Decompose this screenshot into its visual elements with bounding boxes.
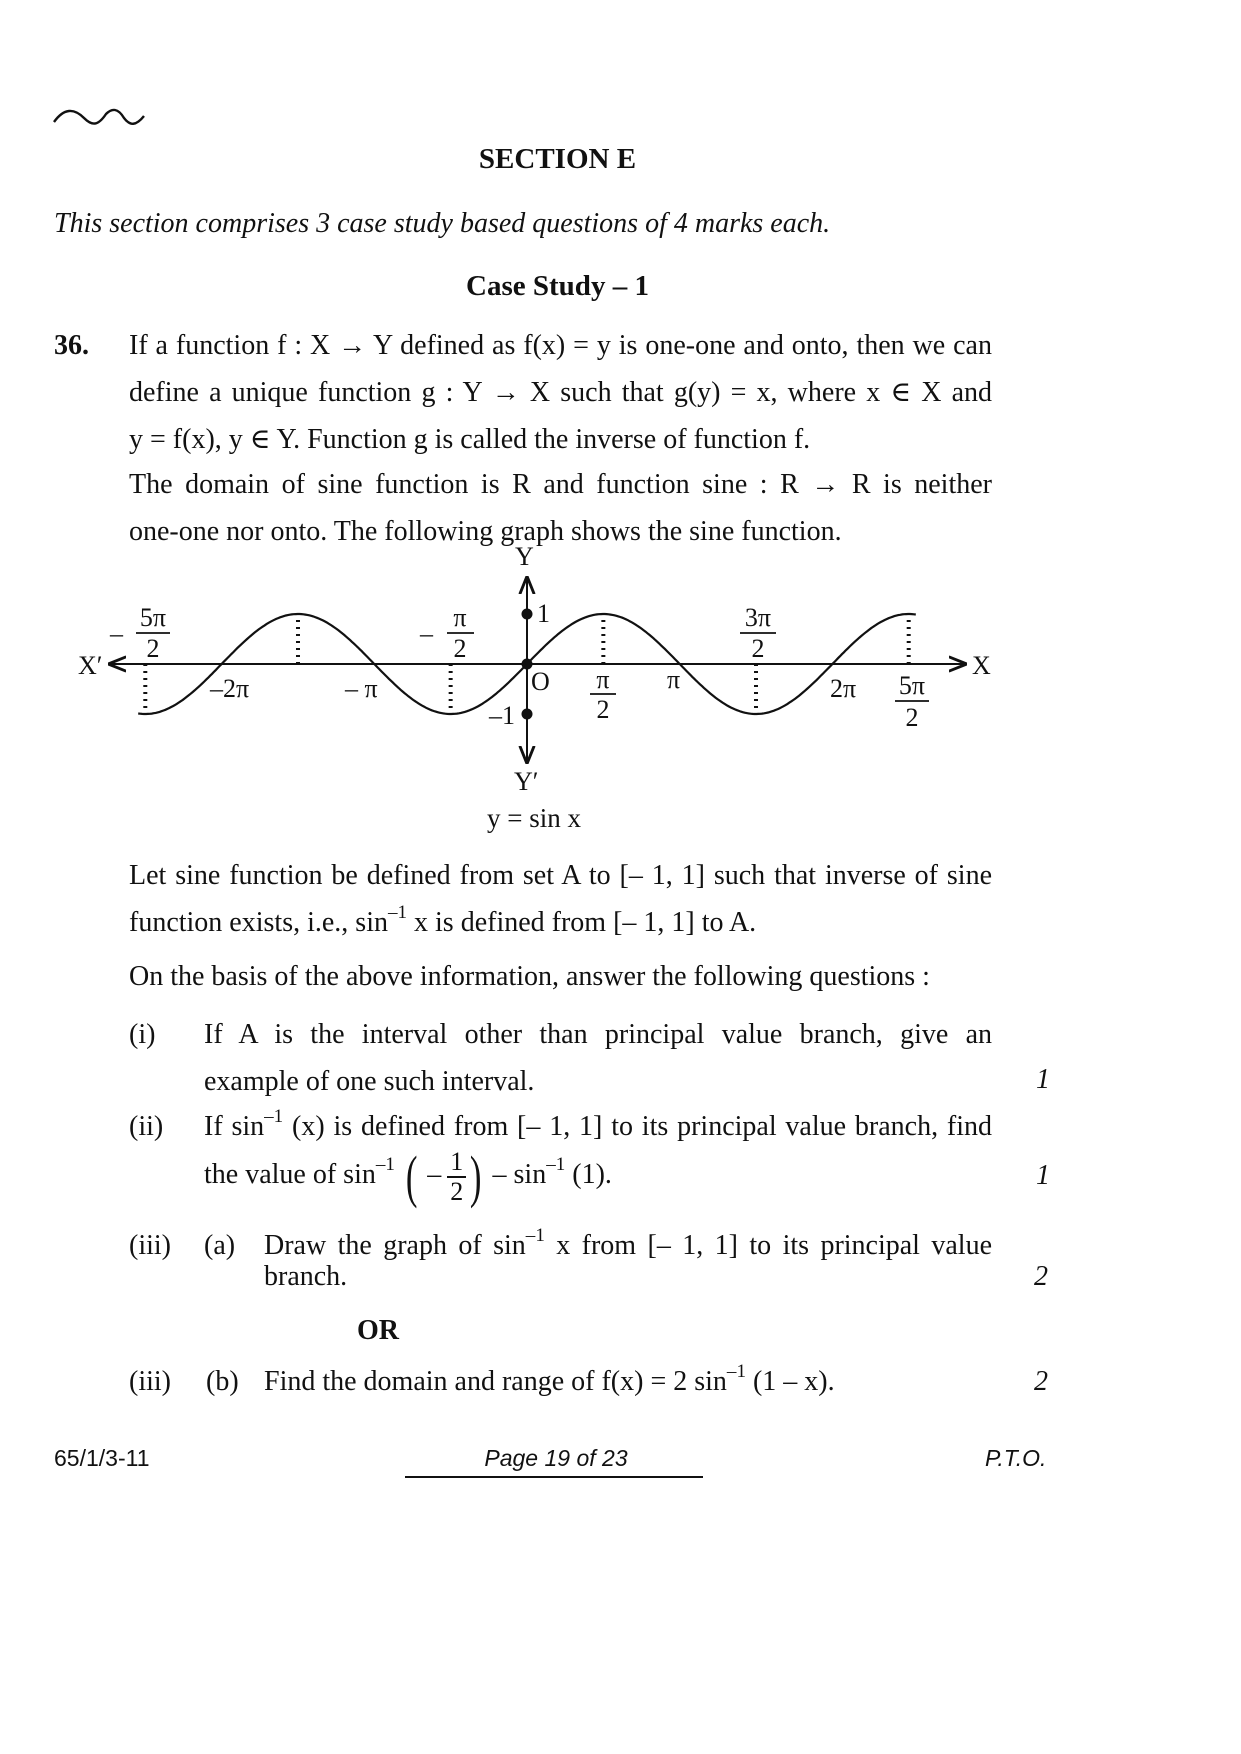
question-paragraph-4: On the basis of the above information, answer the following questions : [129, 961, 930, 992]
subq-b-label: (b) [206, 1366, 239, 1397]
tick-pi2-num: π [596, 665, 610, 694]
q-line: Let sine function be defined from set A to [– 1, 1] such that inverse of sine [129, 860, 992, 891]
marks-i: 1 [1036, 1064, 1050, 1095]
tick-neg-5pi2-num: 5π [139, 603, 167, 632]
subq-a-line1 [264, 1222, 992, 1269]
q-text: (1 – x). [752, 1366, 835, 1397]
point-one [522, 609, 533, 620]
q-text: Draw the graph of sin [264, 1230, 526, 1261]
tick-neg-5pi2-sign: – [110, 619, 123, 648]
q-text: If sin [204, 1111, 265, 1142]
tick-label-minus-1: –1 [489, 701, 515, 730]
frac-den: 2 [450, 1176, 464, 1206]
y-axis-label: Y [515, 542, 534, 571]
tick-2pi: 2π [830, 674, 857, 703]
tick-3pi2-num: 3π [744, 603, 772, 632]
q-text: x from [– 1, 1] to its principal value [556, 1230, 993, 1261]
inverse-exponent: –1 [546, 1153, 566, 1175]
q-text [264, 1224, 545, 1261]
subq-i-label: (i) [129, 1019, 156, 1050]
q-line: If a function f : X → Y defined as f(x) = y is one-one and onto, then we can [129, 330, 992, 361]
q-line: one-one nor onto. The following graph shows the sine function. [129, 516, 842, 547]
q-text: – sin [492, 1159, 547, 1190]
inverse-exponent: –1 [387, 901, 408, 923]
subq-b-text [264, 1358, 835, 1405]
tick-pi2-den: 2 [596, 695, 610, 724]
x-axis-neg-label: X′ [78, 651, 103, 680]
question-paragraph-1 [129, 322, 992, 463]
inverse-exponent: –1 [264, 1105, 284, 1127]
left-paren: ( [405, 1143, 418, 1209]
tick-neg-2pi: –2π [210, 674, 250, 703]
q-text: the value of sin [204, 1159, 376, 1190]
tick-neg-pi2-sign: – [420, 619, 433, 648]
tick-5pi2-num: 5π [898, 671, 926, 700]
q-text: x is defined from [– 1, 1] to A. [414, 907, 757, 938]
right-paren: ) [470, 1143, 482, 1209]
subq-iii-label: (iii) [129, 1230, 171, 1261]
q-text: (x) is defined from [– 1, 1] to its principal value branch, find [292, 1111, 993, 1142]
inverse-exponent: –1 [726, 1360, 746, 1382]
x-axis-label: X [972, 651, 991, 680]
tick-neg-pi: – π [345, 674, 378, 703]
squiggle-mark [52, 104, 148, 132]
paper-code: 65/1/3-11 [54, 1445, 150, 1471]
q-line [129, 899, 992, 946]
frac-num: 1 [447, 1148, 466, 1178]
graph-caption: y = sin x [487, 803, 581, 833]
page-number-underline [405, 1476, 703, 1478]
section-intro: This section comprises 3 case study based questions of 4 marks each. [54, 208, 831, 239]
or-separator: OR [357, 1315, 399, 1346]
subq-a-line2: branch. [264, 1261, 348, 1292]
marks-ii: 1 [1036, 1160, 1050, 1191]
tick-neg-pi2-num: π [453, 603, 467, 632]
tick-neg-pi2-den: 2 [453, 634, 467, 663]
subq-iii-label-b: (iii) [129, 1366, 171, 1397]
q-text: function exists, i.e., sin [129, 907, 388, 938]
marks-iii-a: 2 [1034, 1261, 1048, 1292]
q-text: (1). [572, 1159, 612, 1190]
subq-ii-label: (ii) [129, 1111, 164, 1142]
pto: P.T.O. [985, 1445, 1047, 1471]
case-study-title: Case Study – 1 [466, 270, 649, 302]
y-axis-neg-label: Y′ [514, 767, 539, 796]
q-text: Find the domain and range of f(x) = 2 sin [264, 1366, 727, 1397]
question-paragraph-3 [129, 852, 992, 946]
q-line: y = f(x), y ∈ Y. Function g is called the inverse of function f. [129, 424, 811, 455]
question-number: 36. [54, 330, 89, 361]
q-text [204, 1105, 284, 1142]
inverse-exponent: –1 [375, 1153, 395, 1175]
tick-5pi2-den: 2 [905, 703, 919, 732]
subq-ii-line2 [204, 1140, 612, 1212]
page-number: Page 19 of 23 [484, 1445, 628, 1471]
section-title: SECTION E [478, 143, 637, 175]
q-line: If A is the interval other than principal value branch, give an [204, 1019, 992, 1050]
inverse-exponent: –1 [525, 1224, 545, 1246]
tick-neg-5pi2-den: 2 [146, 634, 160, 663]
sine-graph [0, 540, 1241, 840]
subq-i-text [204, 1011, 992, 1105]
tick-label-1: 1 [537, 599, 550, 628]
marks-iii-b: 2 [1034, 1366, 1048, 1397]
minus-sign: – [427, 1159, 442, 1190]
fraction-one-half [447, 1148, 466, 1206]
q-line: example of one such interval. [204, 1066, 535, 1097]
subq-a-label: (a) [204, 1230, 236, 1261]
origin-label: O [531, 667, 550, 696]
q-line: define a unique function g : Y → X such that g(y) = x, where x ∈ X and [129, 377, 992, 408]
point-minus-one [522, 709, 533, 720]
q-line: The domain of sine function is R and function sine : R → R is neither [129, 469, 992, 500]
tick-3pi2-den: 2 [751, 634, 765, 663]
tick-pi: π [667, 665, 681, 694]
